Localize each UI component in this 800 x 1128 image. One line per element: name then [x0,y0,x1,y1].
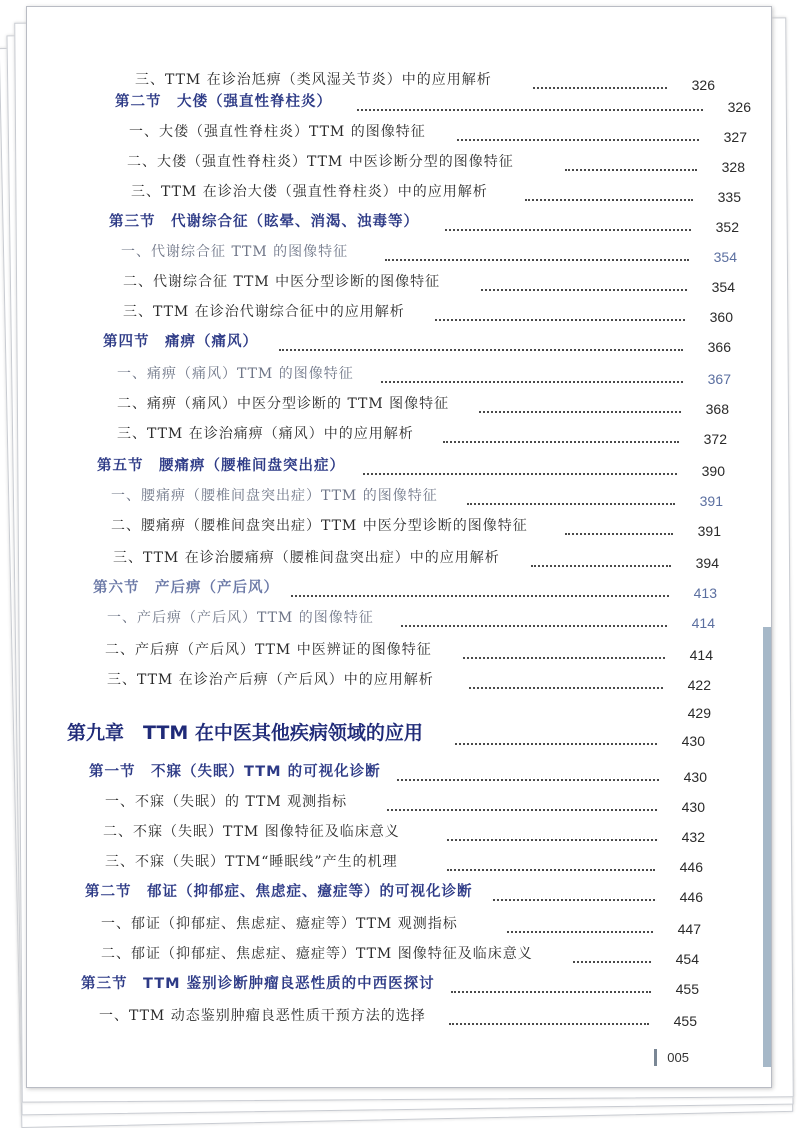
dot-leader [469,687,663,689]
toc-entry-title: 三、TTM 在诊治产后痹（产后风）中的应用解析 [107,672,434,688]
toc-entry [27,667,771,693]
toc-entry-page: 422 [687,677,711,693]
dot-leader [463,657,665,659]
toc-entry [27,545,771,571]
toc-entry-page: 455 [673,1013,697,1029]
dot-leader [507,931,653,933]
toc-section-page: 413 [693,585,717,601]
toc-entry-title: 二、不寐（失眠）TTM 图像特征及临床意义 [103,824,400,840]
dot-leader [447,869,655,871]
toc-entry-page: 328 [721,159,745,175]
toc-entry [27,119,771,145]
toc-section-title: 第六节 产后痹（产后风） [93,580,279,596]
toc-entry-page: 414 [691,615,715,631]
toc-section-page: 326 [727,99,751,115]
dot-leader [443,441,679,443]
toc-entry-page: 414 [689,647,713,663]
toc-entry [27,1003,771,1029]
toc-entry [27,849,771,875]
page-edge-bar [763,627,771,1067]
toc-entry-page: 327 [723,129,747,145]
toc-entry-page: 372 [703,431,727,447]
toc-section-title: 第二节 郁证（抑郁症、焦虑症、癔症等）的可视化诊断 [85,884,473,900]
dot-leader [455,743,657,745]
toc-entry-title: 三、TTM 在诊治腰痛痹（腰椎间盘突出症）中的应用解析 [113,550,500,566]
toc-entry [27,819,771,845]
toc-section-title: 第三节 代谢综合征（眩晕、消渴、浊毒等） [109,214,419,230]
toc-section-title: 第一节 不寐（失眠）TTM 的可视化诊断 [89,764,381,780]
toc-entry [27,605,771,631]
toc-entry-page: 391 [697,523,721,539]
toc-entry [27,269,771,295]
toc-entry-title: 二、产后痹（产后风）TTM 中医辨证的图像特征 [105,642,432,658]
toc-entry-title: 二、大偻（强直性脊柱炎）TTM 中医诊断分型的图像特征 [127,154,514,170]
dot-leader [457,139,699,141]
toc-entry-title: 一、郁证（抑郁症、焦虑症、癔症等）TTM 观测指标 [101,916,458,932]
dot-leader [435,319,685,321]
dot-leader [447,839,657,841]
toc-section [27,759,771,785]
toc-entry-page: 430 [681,799,705,815]
toc-entry-page: 367 [707,371,731,387]
toc-entry-title: 三、TTM 在诊治痛痹（痛风）中的应用解析 [117,426,414,442]
dot-leader [565,169,697,171]
toc-entry [27,911,771,937]
toc-entry [27,789,771,815]
toc-entry-title: 二、痛痹（痛风）中医分型诊断的 TTM 图像特征 [117,396,450,412]
toc-entry-page: 360 [709,309,733,325]
toc-section [27,453,771,479]
toc-entry-title: 二、代谢综合征 TTM 中医分型诊断的图像特征 [123,274,441,290]
dot-leader [481,289,687,291]
toc-entry [27,483,771,509]
dot-leader [381,381,683,383]
toc-section [27,329,771,355]
toc-section-page: 430 [683,769,707,785]
toc-section-title: 第五节 腰痛痹（腰椎间盘突出症） [97,458,345,474]
toc-section-page: 390 [701,463,725,479]
page-number-bar [654,1049,657,1066]
toc-section-page: 455 [675,981,699,997]
toc-entry [27,299,771,325]
toc-entry-page: 326 [691,77,715,93]
toc-entry [27,513,771,539]
toc-section-title: 第二节 大偻（强直性脊柱炎） [115,94,332,110]
toc-section [27,89,771,115]
toc-entry-page: 354 [711,279,735,295]
toc-entry-page: 391 [699,493,723,509]
dot-leader [479,411,681,413]
toc-entry [27,941,771,967]
toc-entry-title: 一、TTM 动态鉴别肿瘤良恶性质干预方法的选择 [99,1008,426,1024]
toc-entry-title: 一、大偻（强直性脊柱炎）TTM 的图像特征 [129,124,426,140]
toc-entry-title: 三、TTM 在诊治大偻（强直性脊柱炎）中的应用解析 [131,184,488,200]
toc-entry-page: 432 [681,829,705,845]
dot-leader [573,961,651,963]
toc-entry-title: 二、郁证（抑郁症、焦虑症、癔症等）TTM 图像特征及临床意义 [101,946,533,962]
toc-entry-title: 三、不寐（失眠）TTM“睡眠线”产生的机理 [105,854,398,870]
toc-section-page: 446 [679,889,703,905]
toc-entry-title: 一、代谢综合征 TTM 的图像特征 [121,244,349,260]
toc-entry-page: 354 [713,249,737,265]
toc-section-title: 第三节 TTM 鉴别诊断肿瘤良恶性质的中西医探讨 [81,976,435,992]
toc-entry-title: 二、腰痛痹（腰椎间盘突出症）TTM 中医分型诊断的图像特征 [111,518,528,534]
dot-leader [363,473,677,475]
toc-section-page: 352 [715,219,739,235]
dot-leader [387,809,657,811]
toc-section-title: 第四节 痛痹（痛风） [103,334,258,350]
toc-entry [27,361,771,387]
toc-entry [27,179,771,205]
toc-section [27,575,771,601]
dot-leader [279,349,683,351]
toc-entry-page: 394 [695,555,719,571]
dot-leader [401,625,667,627]
dot-leader [397,779,659,781]
toc-entry [27,239,771,265]
toc-entry-title: 三、TTM 在诊治代谢综合征中的应用解析 [123,304,405,320]
toc-chapter-page: 430 [681,733,705,749]
toc-section [27,879,771,905]
toc-chapter [27,719,771,749]
toc-entry [27,421,771,447]
toc-entry-title: 一、痛痹（痛风）TTM 的图像特征 [117,366,354,382]
toc-entry-page: 429 [687,705,711,721]
toc-entry-title: 一、产后痹（产后风）TTM 的图像特征 [107,610,374,626]
page-number: 005 [667,1050,689,1065]
dot-leader [449,1023,649,1025]
toc-entry-title: 一、腰痛痹（腰椎间盘突出症）TTM 的图像特征 [111,488,438,504]
dot-leader [385,259,689,261]
toc-section [27,209,771,235]
toc-entry [27,637,771,663]
toc-entry-title: 三、TTM 在诊治尪痹（类风湿关节炎）中的应用解析 [135,72,492,88]
toc-entry-page: 454 [675,951,699,967]
dot-leader [525,199,693,201]
toc-entry-page: 447 [677,921,701,937]
dot-leader [445,229,691,231]
toc-entry [27,149,771,175]
toc-chapter-title: 第九章 TTM 在中医其他疾病领域的应用 [67,722,423,744]
toc-entry-page: 335 [717,189,741,205]
dot-leader [291,595,669,597]
toc-entry-page: 446 [679,859,703,875]
dot-leader [565,533,673,535]
toc-page [26,6,772,1088]
dot-leader [493,899,655,901]
dot-leader [531,565,671,567]
dot-leader [451,991,651,993]
dot-leader [357,109,703,111]
dot-leader [467,503,675,505]
toc-section-page: 366 [707,339,731,355]
toc-entry-page: 368 [705,401,729,417]
toc-entry-title: 一、不寐（失眠）的 TTM 观测指标 [105,794,348,810]
toc-section [27,971,771,997]
toc-entry [27,391,771,417]
